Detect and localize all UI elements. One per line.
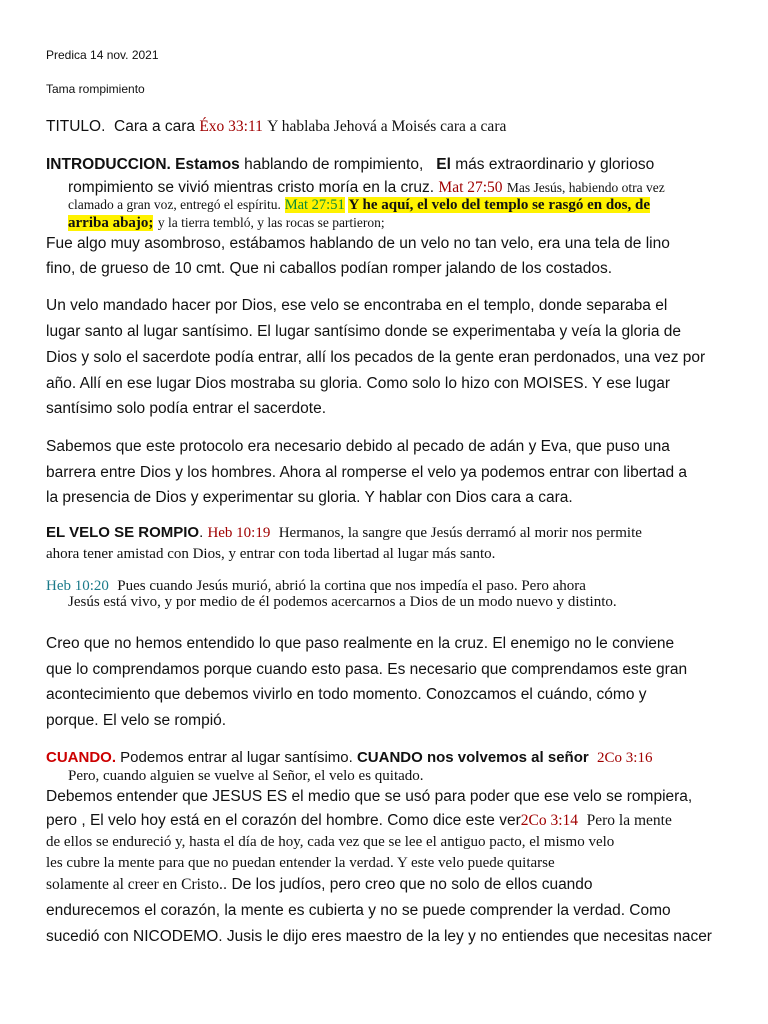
- creo-line-c: acontecimiento que debemos vivirlo en todo momento. Conozcamos el cuándo, cómo y: [46, 686, 647, 703]
- p2-line-e: santísimo solo podía entrar el sacerdote.: [46, 400, 327, 417]
- p3-line-a: Sabemos que este protocolo era necesario debido al pecado de adán y Eva, que puso una: [46, 438, 670, 455]
- intro-el: El: [436, 156, 451, 173]
- velo-ref1: Heb 10:19: [207, 525, 271, 541]
- intro-text1: hablando de rompimiento,: [244, 156, 424, 173]
- title-line: [46, 114, 736, 140]
- sermon-theme: Tama rompimiento: [46, 82, 145, 96]
- intro-verse1b: clamado a gran voz, entregó el espíritu.: [68, 197, 281, 212]
- title-ref: Éxo 33:11: [199, 118, 263, 135]
- velo-verse1b: ahora tener amistad con Dios, y entrar con toda libertad al lugar más santo.: [46, 546, 496, 562]
- cuando-text: Podemos entrar al lugar santísimo.: [120, 749, 353, 766]
- cuando-p1-line-b: [46, 808, 736, 834]
- intro-verse2b: arriba abajo;: [68, 215, 154, 231]
- sermon-date: Predica 14 nov. 2021: [46, 48, 159, 62]
- title-verse: Y hablaba Jehová a Moisés cara a cara: [267, 118, 507, 135]
- cuando-verse: Pero, cuando alguien se vuelve al Señor, el velo es quitado.: [68, 768, 424, 784]
- creo-line-d: porque. El velo se rompió.: [46, 712, 227, 729]
- p2-line-d: año. Allí en ese lugar Dios mostraba su gloria. Como solo lo hizo con MOISES. Y ese lugar: [46, 375, 671, 392]
- cuando-verse2c: les cubre la mente para que no puedan entender la verdad. Y este velo puede quitarse: [46, 855, 555, 871]
- p3-line-b: barrera entre Dios y los hombres. Ahora al romperse el velo ya podemos entrar con libertad a: [46, 464, 687, 481]
- intro-ref2: Mat 27:51: [284, 197, 345, 213]
- velo-label: EL VELO SE ROMPIO: [46, 524, 200, 541]
- cuando-p2a: . De los judíos, pero creo que no solo de ellos cuando: [222, 876, 593, 893]
- intro-text2: más extraordinario y glorioso: [455, 156, 655, 173]
- cuando-line-p2a: [46, 872, 736, 898]
- creo-line-b: que lo comprendamos porque cuando esto pasa. Es necesario que comprendamos este gran: [46, 661, 688, 678]
- velo-verse1a: Hermanos, la sangre que Jesús derramó al morir nos permite: [278, 525, 642, 541]
- cuando-p1-a: Debemos entender que JESUS ES el medio que se usó para poder que ese velo se rompiera,: [46, 788, 693, 805]
- p2-line-a: Un velo mandado hacer por Dios, ese velo se encontraba en el templo, donde separaba el: [46, 297, 668, 314]
- p2-line-b: lugar santo al lugar santísimo. El lugar santísimo donde se experimentaba y veía la gloria de: [46, 323, 681, 340]
- cuando-verse2d: solamente al creer en Cristo.: [46, 876, 223, 893]
- velo-verse2a: Pues cuando Jesús murió, abrió la cortina que nos impedía el paso. Pero ahora: [117, 578, 586, 594]
- intro-text3: rompimiento se vivió mientras cristo moría en la cruz.: [68, 179, 435, 196]
- intro-lead: Estamos: [175, 156, 240, 173]
- p3-line-c: la presencia de Dios y experimentar su gloria. Y hablar con Dios cara a cara.: [46, 489, 573, 506]
- cuando-p2c: sucedió con NICODEMO. Jusis le dijo eres maestro de la ley y no entiendes que necesitas nacer: [46, 928, 712, 945]
- creo-line-a: Creo que no hemos entendido lo que paso realmente en la cruz. El enemigo no le conviene: [46, 635, 675, 652]
- cuando-verse2b: de ellos se endureció y, hasta el día de hoy, cada vez que se lee el antiguo pacto, el mismo velo: [46, 834, 615, 850]
- p1-line-b: fino, de grueso de 10 cmt. Que ni caballos podían romper jalando de los costados.: [46, 260, 613, 277]
- velo-dot: .: [199, 524, 204, 541]
- cuando-ref2: 2Co 3:14: [520, 812, 579, 829]
- intro-ref1: Mat 27:50: [438, 179, 503, 196]
- cuando-p2b: endurecemos el corazón, la mente es cubierta y no se puede comprender la verdad. Como: [46, 902, 671, 919]
- intro-verse1a: Mas Jesús, habiendo otra vez: [506, 180, 665, 195]
- title-text: Cara a cara: [114, 118, 196, 135]
- cuando-label: CUANDO.: [46, 749, 116, 766]
- intro-label: INTRODUCCION.: [46, 156, 171, 173]
- velo-verse2b: Jesús está vivo, y por medio de él podemos acercarnos a Dios de un modo nuevo y distinto.: [68, 594, 617, 610]
- velo-line-1: [46, 522, 736, 544]
- cuando-verse2a: Pero la mente: [586, 812, 672, 829]
- cuando-bold: CUANDO nos volvemos al señor: [356, 749, 589, 766]
- intro-line-1: [46, 152, 736, 178]
- intro-line-4: [46, 213, 758, 233]
- velo-ref2: Heb 10:20: [46, 578, 109, 594]
- cuando-p1b: pero , El velo hoy está en el corazón del hombre. Como dice este ver: [46, 812, 521, 829]
- p2-line-c: Dios y solo el sacerdote podía entrar, allí los pecados de la gente eran perdonados, una vez por: [46, 349, 706, 366]
- intro-line-3: [46, 195, 758, 215]
- title-label: TITULO.: [46, 118, 106, 135]
- intro-verse2a: Y he aquí, el velo del templo se rasgó en dos, de: [348, 197, 650, 213]
- intro-verse2c: y la tierra tembló, y las rocas se partieron;: [157, 215, 385, 230]
- p1-line-a: Fue algo muy asombroso, estábamos hablando de un velo no tan velo, era una tela de lino: [46, 235, 670, 252]
- cuando-ref: 2Co 3:16: [597, 750, 653, 766]
